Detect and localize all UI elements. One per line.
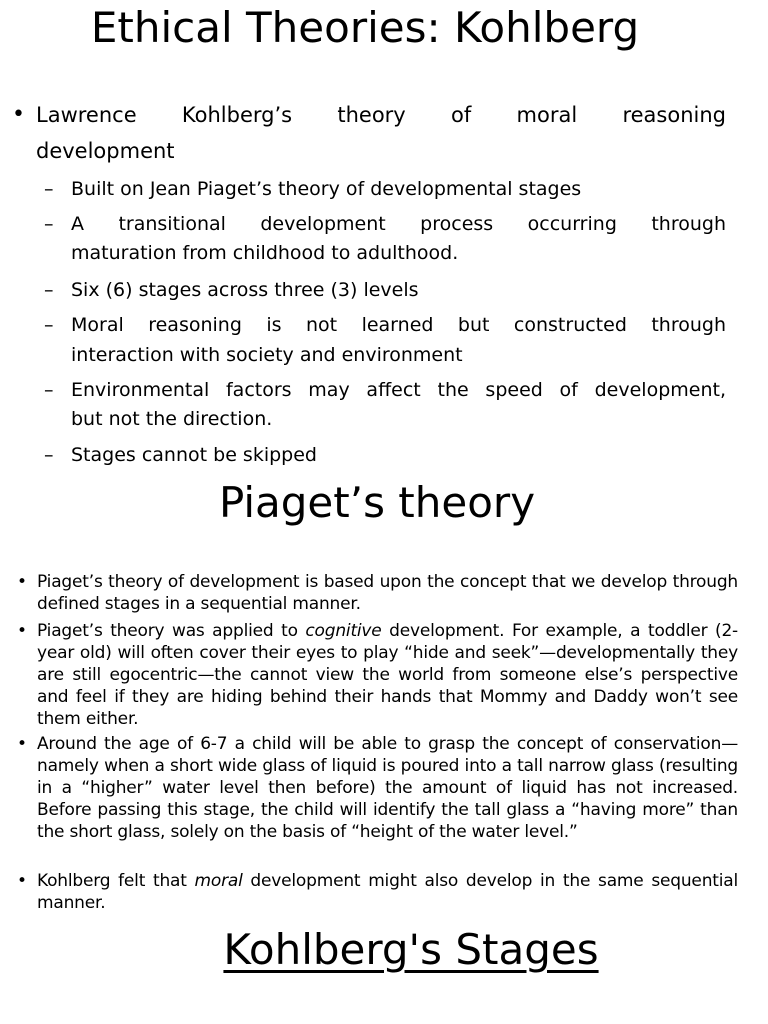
dash-mark: – (44, 178, 54, 200)
slide2-bullet-1: Piaget’s theory of development is based upon the concept that we develop through defined stages in a sequential manner. (37, 572, 738, 614)
dash-mark: – (44, 379, 54, 401)
slide1-sub-item-cont: interaction with society and environment (71, 344, 463, 366)
slide2-title: Piaget’s theory (218, 478, 536, 527)
bullet-mark: • (12, 102, 25, 127)
slide2-bullet-2-emphasis: cognitive (305, 621, 382, 641)
bullet-mark: • (17, 621, 28, 641)
bullet-mark: • (17, 734, 28, 754)
slide2-bullet-2-post: development. For example, a toddler (2-year old) will often cover their eyes to play “hide and seek”—developmentally they are still egocentric—the cannot view the world from someone else’s perspective and feel if they are hiding behind their hands that Mommy and Daddy won’t see them either. (37, 621, 738, 729)
slide1-bullet-line: development (36, 139, 175, 163)
slide1-sub-item-cont: but not the direction. (71, 408, 273, 430)
dash-mark: – (44, 314, 54, 336)
slide1-bullet-line: Lawrence Kohlberg’s theory of moral reasoning (36, 103, 726, 127)
slide2-bullet-4-emphasis: moral (194, 871, 243, 891)
slide2-bullet-4 (37, 870, 738, 914)
slide1-sub-item-cont: maturation from childhood to adulthood. (71, 242, 459, 264)
slide2-bullet-4-pre: Kohlberg felt that (37, 871, 195, 891)
slide1-sub-item: Stages cannot be skipped (71, 444, 317, 466)
slide1-sub-item: Moral reasoning is not learned but constructed through (71, 314, 726, 336)
slide2-bullet-2 (37, 620, 738, 730)
slide2-bullet-4-post: development might also develop in the same sequential manner. (37, 871, 738, 913)
slide3-title: Kohlberg's Stages (223, 925, 599, 974)
slide1-sub-item: Six (6) stages across three (3) levels (71, 279, 419, 301)
bullet-mark: • (17, 871, 28, 891)
dash-mark: – (44, 213, 54, 235)
slide1-sub-item: Environmental factors may affect the speed of development, (71, 379, 726, 401)
dash-mark: – (44, 444, 54, 466)
slide1-sub-item: Built on Jean Piaget’s theory of developmental stages (71, 178, 582, 200)
slide2-bullet-3: Around the age of 6-7 a child will be able to grasp the concept of conservation—namely when a short wide glass of liquid is poured into a tall narrow glass (resulting in a “higher” water level then before) the amount of liquid has not increased. Before passing this stage, the child will identify the tall glass a “having more” than the short glass, solely on the basis of “height of the water level.” (37, 734, 738, 842)
slide2-bullet-2-pre: Piaget’s theory was applied to (37, 621, 306, 641)
slide1-title: Ethical Theories: Kohlberg (90, 3, 640, 52)
slide1-sub-item: A transitional development process occurring through (71, 213, 726, 235)
bullet-mark: • (17, 572, 28, 592)
dash-mark: – (44, 279, 54, 301)
